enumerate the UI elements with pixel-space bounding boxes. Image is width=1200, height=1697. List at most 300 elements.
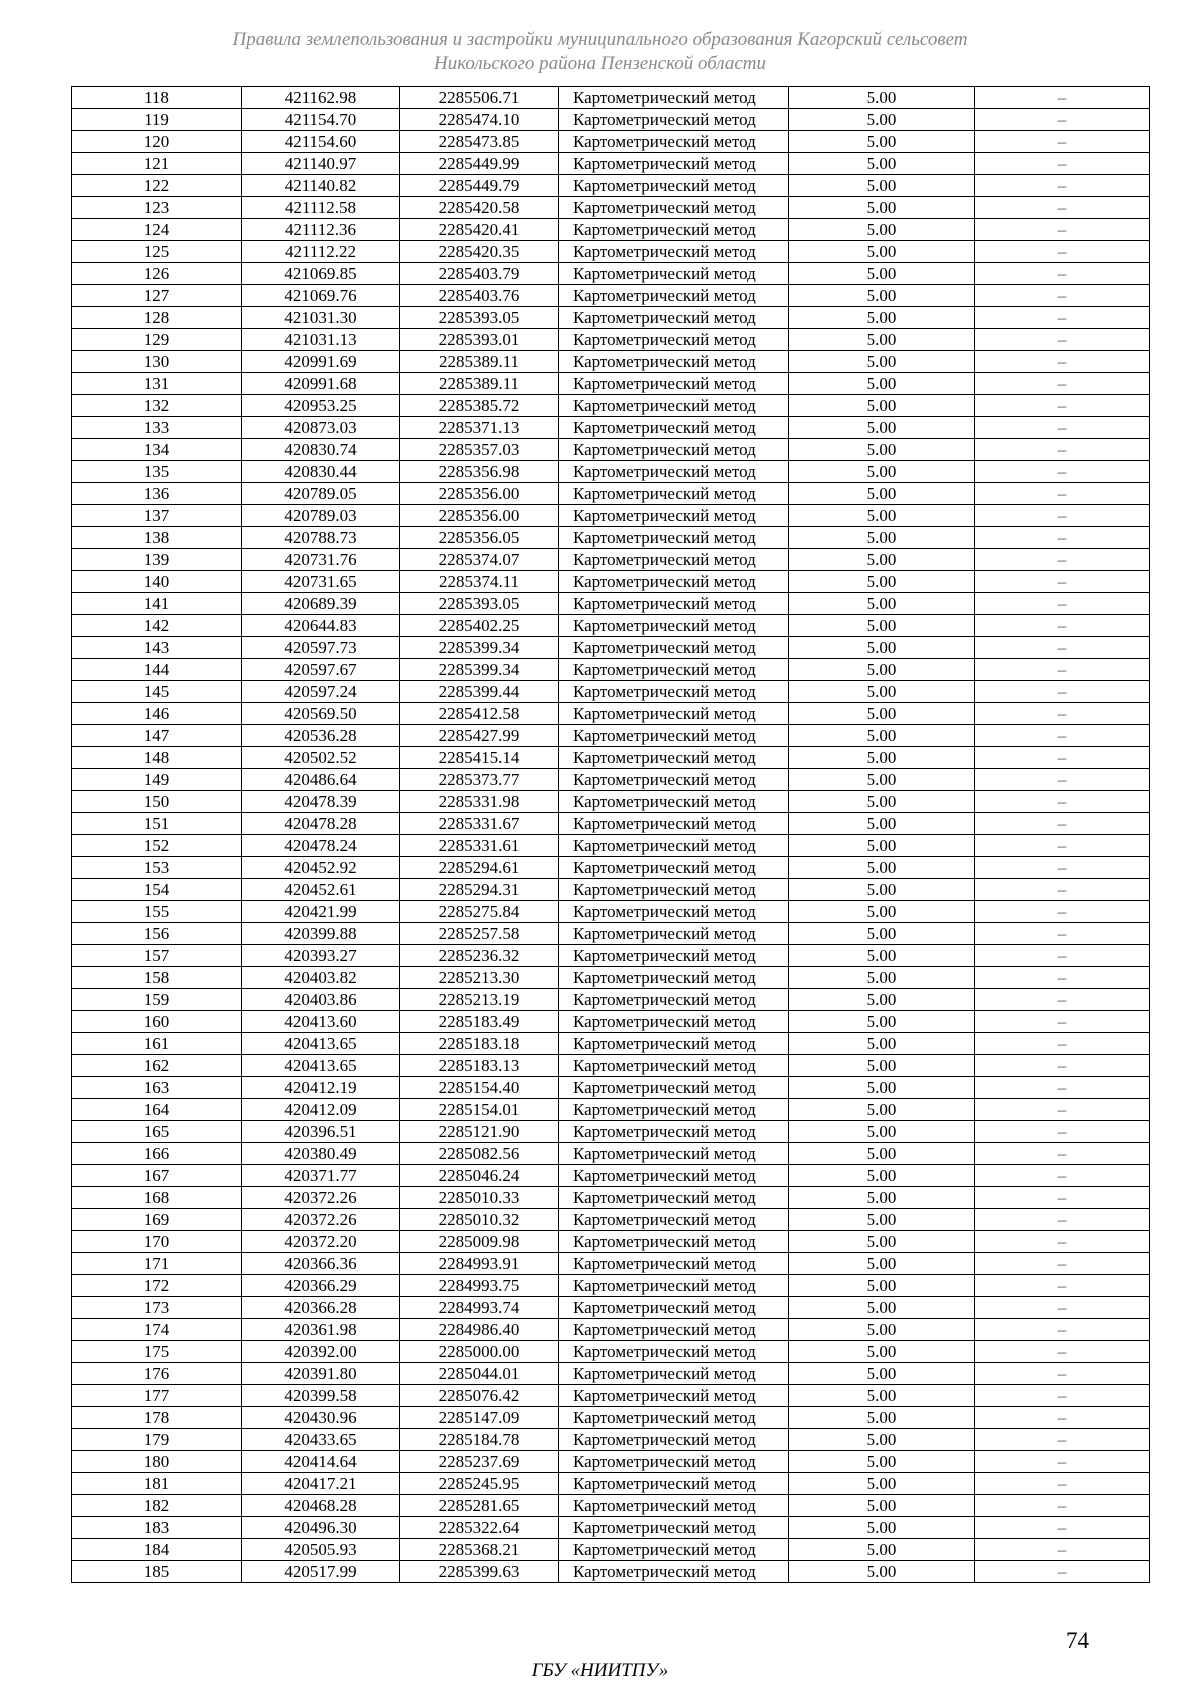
page-number: 74 — [1066, 1628, 1089, 1653]
note-cell: – — [975, 549, 1150, 571]
table-row — [72, 263, 1150, 285]
x-coordinate-cell: 420597.67 — [242, 659, 400, 681]
accuracy-cell: 5.00 — [789, 1077, 975, 1099]
table-row — [72, 835, 1150, 857]
x-coordinate-cell: 420414.64 — [242, 1451, 400, 1473]
note-cell: – — [975, 1561, 1150, 1583]
note-cell: – — [975, 571, 1150, 593]
x-coordinate-cell: 420403.82 — [242, 967, 400, 989]
note-cell: – — [975, 703, 1150, 725]
note-cell: – — [975, 1451, 1150, 1473]
table-row — [72, 593, 1150, 615]
method-cell: Картометрический метод — [559, 901, 789, 923]
accuracy-cell: 5.00 — [789, 549, 975, 571]
x-coordinate-cell: 420393.27 — [242, 945, 400, 967]
x-coordinate-cell: 420433.65 — [242, 1429, 400, 1451]
point-number-cell: 127 — [72, 285, 242, 307]
method-cell: Картометрический метод — [559, 1429, 789, 1451]
table-row — [72, 1363, 1150, 1385]
point-number-cell: 157 — [72, 945, 242, 967]
point-number-cell: 177 — [72, 1385, 242, 1407]
x-coordinate-cell: 420412.19 — [242, 1077, 400, 1099]
y-coordinate-cell: 2285237.69 — [400, 1451, 559, 1473]
x-coordinate-cell: 421112.58 — [242, 197, 400, 219]
point-number-cell: 150 — [72, 791, 242, 813]
point-number-cell: 171 — [72, 1253, 242, 1275]
note-cell: – — [975, 615, 1150, 637]
y-coordinate-cell: 2285374.11 — [400, 571, 559, 593]
y-coordinate-cell: 2285281.65 — [400, 1495, 559, 1517]
method-cell: Картометрический метод — [559, 549, 789, 571]
y-coordinate-cell: 2285356.05 — [400, 527, 559, 549]
table-row — [72, 1341, 1150, 1363]
y-coordinate-cell: 2285183.49 — [400, 1011, 559, 1033]
accuracy-cell: 5.00 — [789, 879, 975, 901]
accuracy-cell: 5.00 — [789, 1099, 975, 1121]
x-coordinate-cell: 421162.98 — [242, 87, 400, 109]
y-coordinate-cell: 2285393.01 — [400, 329, 559, 351]
table-row — [72, 637, 1150, 659]
point-number-cell: 185 — [72, 1561, 242, 1583]
table-row — [72, 373, 1150, 395]
note-cell: – — [975, 1033, 1150, 1055]
method-cell: Картометрический метод — [559, 1077, 789, 1099]
note-cell: – — [975, 1011, 1150, 1033]
accuracy-cell: 5.00 — [789, 351, 975, 373]
x-coordinate-cell: 420371.77 — [242, 1165, 400, 1187]
y-coordinate-cell: 2285399.63 — [400, 1561, 559, 1583]
point-number-cell: 124 — [72, 219, 242, 241]
point-number-cell: 152 — [72, 835, 242, 857]
note-cell: – — [975, 417, 1150, 439]
table-row — [72, 1385, 1150, 1407]
point-number-cell: 166 — [72, 1143, 242, 1165]
point-number-cell: 128 — [72, 307, 242, 329]
point-number-cell: 158 — [72, 967, 242, 989]
accuracy-cell: 5.00 — [789, 1187, 975, 1209]
note-cell: – — [975, 901, 1150, 923]
accuracy-cell: 5.00 — [789, 593, 975, 615]
coordinates-table-body — [72, 87, 1150, 1583]
x-coordinate-cell: 421069.76 — [242, 285, 400, 307]
table-row — [72, 1253, 1150, 1275]
method-cell: Картометрический метод — [559, 1121, 789, 1143]
method-cell: Картометрический метод — [559, 439, 789, 461]
accuracy-cell: 5.00 — [789, 1231, 975, 1253]
point-number-cell: 135 — [72, 461, 242, 483]
note-cell: – — [975, 879, 1150, 901]
point-number-cell: 161 — [72, 1033, 242, 1055]
method-cell: Картометрический метод — [559, 1495, 789, 1517]
note-cell: – — [975, 439, 1150, 461]
y-coordinate-cell: 2285275.84 — [400, 901, 559, 923]
x-coordinate-cell: 420731.76 — [242, 549, 400, 571]
y-coordinate-cell: 2285420.41 — [400, 219, 559, 241]
method-cell: Картометрический метод — [559, 483, 789, 505]
table-row — [72, 483, 1150, 505]
header-line-2: Никольского района Пензенской области — [434, 53, 766, 74]
point-number-cell: 162 — [72, 1055, 242, 1077]
point-number-cell: 140 — [72, 571, 242, 593]
note-cell: – — [975, 505, 1150, 527]
table-row — [72, 945, 1150, 967]
note-cell: – — [975, 351, 1150, 373]
note-cell: – — [975, 923, 1150, 945]
note-cell: – — [975, 1473, 1150, 1495]
table-row — [72, 1561, 1150, 1583]
table-row — [72, 351, 1150, 373]
page-header — [0, 28, 1200, 76]
note-cell: – — [975, 1143, 1150, 1165]
x-coordinate-cell: 420731.65 — [242, 571, 400, 593]
point-number-cell: 136 — [72, 483, 242, 505]
method-cell: Картометрический метод — [559, 197, 789, 219]
table-row — [72, 791, 1150, 813]
y-coordinate-cell: 2285213.19 — [400, 989, 559, 1011]
note-cell: – — [975, 637, 1150, 659]
table-row — [72, 307, 1150, 329]
point-number-cell: 130 — [72, 351, 242, 373]
y-coordinate-cell: 2285399.44 — [400, 681, 559, 703]
y-coordinate-cell: 2285474.10 — [400, 109, 559, 131]
accuracy-cell: 5.00 — [789, 1297, 975, 1319]
table-row — [72, 1407, 1150, 1429]
accuracy-cell: 5.00 — [789, 505, 975, 527]
table-row — [72, 1539, 1150, 1561]
table-row — [72, 901, 1150, 923]
accuracy-cell: 5.00 — [789, 417, 975, 439]
point-number-cell: 159 — [72, 989, 242, 1011]
table-row — [72, 1429, 1150, 1451]
note-cell: – — [975, 1297, 1150, 1319]
accuracy-cell: 5.00 — [789, 373, 975, 395]
point-number-cell: 169 — [72, 1209, 242, 1231]
accuracy-cell: 5.00 — [789, 307, 975, 329]
table-row — [72, 417, 1150, 439]
accuracy-cell: 5.00 — [789, 659, 975, 681]
y-coordinate-cell: 2285356.98 — [400, 461, 559, 483]
point-number-cell: 155 — [72, 901, 242, 923]
accuracy-cell: 5.00 — [789, 813, 975, 835]
table-row — [72, 1033, 1150, 1055]
y-coordinate-cell: 2285331.61 — [400, 835, 559, 857]
method-cell: Картометрический метод — [559, 1473, 789, 1495]
point-number-cell: 173 — [72, 1297, 242, 1319]
method-cell: Картометрический метод — [559, 263, 789, 285]
point-number-cell: 147 — [72, 725, 242, 747]
note-cell: – — [975, 1077, 1150, 1099]
method-cell: Картометрический метод — [559, 1143, 789, 1165]
table-row — [72, 681, 1150, 703]
y-coordinate-cell: 2285046.24 — [400, 1165, 559, 1187]
method-cell: Картометрический метод — [559, 615, 789, 637]
method-cell: Картометрический метод — [559, 1209, 789, 1231]
point-number-cell: 132 — [72, 395, 242, 417]
x-coordinate-cell: 421140.97 — [242, 153, 400, 175]
note-cell: – — [975, 725, 1150, 747]
accuracy-cell: 5.00 — [789, 175, 975, 197]
table-row — [72, 747, 1150, 769]
x-coordinate-cell: 420478.39 — [242, 791, 400, 813]
x-coordinate-cell: 420366.29 — [242, 1275, 400, 1297]
point-number-cell: 168 — [72, 1187, 242, 1209]
point-number-cell: 131 — [72, 373, 242, 395]
y-coordinate-cell: 2285402.25 — [400, 615, 559, 637]
y-coordinate-cell: 2285506.71 — [400, 87, 559, 109]
table-row — [72, 1187, 1150, 1209]
accuracy-cell: 5.00 — [789, 1451, 975, 1473]
table-row — [72, 967, 1150, 989]
y-coordinate-cell: 2285147.09 — [400, 1407, 559, 1429]
x-coordinate-cell: 420361.98 — [242, 1319, 400, 1341]
point-number-cell: 154 — [72, 879, 242, 901]
point-number-cell: 122 — [72, 175, 242, 197]
x-coordinate-cell: 420396.51 — [242, 1121, 400, 1143]
accuracy-cell: 5.00 — [789, 263, 975, 285]
y-coordinate-cell: 2285420.35 — [400, 241, 559, 263]
x-coordinate-cell: 420536.28 — [242, 725, 400, 747]
note-cell: – — [975, 153, 1150, 175]
accuracy-cell: 5.00 — [789, 1517, 975, 1539]
x-coordinate-cell: 420478.28 — [242, 813, 400, 835]
x-coordinate-cell: 420452.92 — [242, 857, 400, 879]
method-cell: Картометрический метод — [559, 1099, 789, 1121]
y-coordinate-cell: 2285184.78 — [400, 1429, 559, 1451]
point-number-cell: 142 — [72, 615, 242, 637]
table-row — [72, 197, 1150, 219]
accuracy-cell: 5.00 — [789, 1473, 975, 1495]
point-number-cell: 149 — [72, 769, 242, 791]
method-cell: Картометрический метод — [559, 175, 789, 197]
point-number-cell: 146 — [72, 703, 242, 725]
method-cell: Картометрический метод — [559, 989, 789, 1011]
note-cell: – — [975, 945, 1150, 967]
method-cell: Картометрический метод — [559, 725, 789, 747]
y-coordinate-cell: 2285009.98 — [400, 1231, 559, 1253]
y-coordinate-cell: 2285082.56 — [400, 1143, 559, 1165]
table-row — [72, 549, 1150, 571]
method-cell: Картометрический метод — [559, 1561, 789, 1583]
table-row — [72, 659, 1150, 681]
method-cell: Картометрический метод — [559, 1407, 789, 1429]
note-cell: – — [975, 1495, 1150, 1517]
y-coordinate-cell: 2285371.13 — [400, 417, 559, 439]
x-coordinate-cell: 420991.69 — [242, 351, 400, 373]
x-coordinate-cell: 420372.26 — [242, 1209, 400, 1231]
point-number-cell: 172 — [72, 1275, 242, 1297]
table-row — [72, 285, 1150, 307]
note-cell: – — [975, 857, 1150, 879]
y-coordinate-cell: 2285322.64 — [400, 1517, 559, 1539]
x-coordinate-cell: 420597.24 — [242, 681, 400, 703]
point-number-cell: 148 — [72, 747, 242, 769]
point-number-cell: 176 — [72, 1363, 242, 1385]
note-cell: – — [975, 131, 1150, 153]
accuracy-cell: 5.00 — [789, 1055, 975, 1077]
method-cell: Картометрический метод — [559, 131, 789, 153]
table-row — [72, 87, 1150, 109]
point-number-cell: 118 — [72, 87, 242, 109]
accuracy-cell: 5.00 — [789, 1429, 975, 1451]
accuracy-cell: 5.00 — [789, 967, 975, 989]
x-coordinate-cell: 420689.39 — [242, 593, 400, 615]
table-row — [72, 1319, 1150, 1341]
accuracy-cell: 5.00 — [789, 527, 975, 549]
x-coordinate-cell: 420399.58 — [242, 1385, 400, 1407]
method-cell: Картометрический метод — [559, 593, 789, 615]
method-cell: Картометрический метод — [559, 109, 789, 131]
y-coordinate-cell: 2285183.13 — [400, 1055, 559, 1077]
x-coordinate-cell: 420403.86 — [242, 989, 400, 1011]
x-coordinate-cell: 421140.82 — [242, 175, 400, 197]
y-coordinate-cell: 2285403.79 — [400, 263, 559, 285]
y-coordinate-cell: 2285010.32 — [400, 1209, 559, 1231]
note-cell: – — [975, 1539, 1150, 1561]
table-row — [72, 1297, 1150, 1319]
point-number-cell: 126 — [72, 263, 242, 285]
x-coordinate-cell: 420597.73 — [242, 637, 400, 659]
note-cell: – — [975, 395, 1150, 417]
method-cell: Картометрический метод — [559, 219, 789, 241]
table-row — [72, 153, 1150, 175]
accuracy-cell: 5.00 — [789, 1011, 975, 1033]
accuracy-cell: 5.00 — [789, 725, 975, 747]
note-cell: – — [975, 769, 1150, 791]
table-row — [72, 175, 1150, 197]
point-number-cell: 183 — [72, 1517, 242, 1539]
accuracy-cell: 5.00 — [789, 857, 975, 879]
x-coordinate-cell: 420413.65 — [242, 1033, 400, 1055]
note-cell: – — [975, 1121, 1150, 1143]
accuracy-cell: 5.00 — [789, 615, 975, 637]
x-coordinate-cell: 420430.96 — [242, 1407, 400, 1429]
method-cell: Картометрический метод — [559, 307, 789, 329]
table-row — [72, 769, 1150, 791]
method-cell: Картометрический метод — [559, 813, 789, 835]
accuracy-cell: 5.00 — [789, 1407, 975, 1429]
table-row — [72, 703, 1150, 725]
x-coordinate-cell: 420372.20 — [242, 1231, 400, 1253]
point-number-cell: 119 — [72, 109, 242, 131]
table-row — [72, 1473, 1150, 1495]
y-coordinate-cell: 2285000.00 — [400, 1341, 559, 1363]
x-coordinate-cell: 420399.88 — [242, 923, 400, 945]
table-row — [72, 131, 1150, 153]
method-cell: Картометрический метод — [559, 703, 789, 725]
y-coordinate-cell: 2285236.32 — [400, 945, 559, 967]
point-number-cell: 141 — [72, 593, 242, 615]
method-cell: Картометрический метод — [559, 373, 789, 395]
point-number-cell: 133 — [72, 417, 242, 439]
point-number-cell: 151 — [72, 813, 242, 835]
point-number-cell: 165 — [72, 1121, 242, 1143]
method-cell: Картометрический метод — [559, 659, 789, 681]
x-coordinate-cell: 421112.22 — [242, 241, 400, 263]
method-cell: Картометрический метод — [559, 505, 789, 527]
accuracy-cell: 5.00 — [789, 395, 975, 417]
note-cell: – — [975, 1429, 1150, 1451]
table-row — [72, 989, 1150, 1011]
y-coordinate-cell: 2285399.34 — [400, 659, 559, 681]
point-number-cell: 178 — [72, 1407, 242, 1429]
table-row — [72, 923, 1150, 945]
method-cell: Картометрический метод — [559, 923, 789, 945]
method-cell: Картометрический метод — [559, 1275, 789, 1297]
method-cell: Картометрический метод — [559, 747, 789, 769]
point-number-cell: 143 — [72, 637, 242, 659]
table-row — [72, 505, 1150, 527]
accuracy-cell: 5.00 — [789, 945, 975, 967]
header-line-1: Правила землепользования и застройки муниципального образования Кагорский сельсовет — [232, 29, 968, 50]
note-cell: – — [975, 527, 1150, 549]
y-coordinate-cell: 2285183.18 — [400, 1033, 559, 1055]
accuracy-cell: 5.00 — [789, 1165, 975, 1187]
table-row — [72, 725, 1150, 747]
accuracy-cell: 5.00 — [789, 1319, 975, 1341]
y-coordinate-cell: 2285374.07 — [400, 549, 559, 571]
x-coordinate-cell: 420788.73 — [242, 527, 400, 549]
accuracy-cell: 5.00 — [789, 1209, 975, 1231]
note-cell: – — [975, 329, 1150, 351]
method-cell: Картометрический метод — [559, 791, 789, 813]
table-row — [72, 571, 1150, 593]
note-cell: – — [975, 87, 1150, 109]
note-cell: – — [975, 681, 1150, 703]
y-coordinate-cell: 2285010.33 — [400, 1187, 559, 1209]
note-cell: – — [975, 461, 1150, 483]
method-cell: Картометрический метод — [559, 87, 789, 109]
x-coordinate-cell: 421031.30 — [242, 307, 400, 329]
x-coordinate-cell: 421154.70 — [242, 109, 400, 131]
method-cell: Картометрический метод — [559, 835, 789, 857]
point-number-cell: 153 — [72, 857, 242, 879]
note-cell: – — [975, 1407, 1150, 1429]
method-cell: Картометрический метод — [559, 857, 789, 879]
page-footer: ГБУ «НИИТПУ» — [531, 1660, 669, 1681]
point-number-cell: 123 — [72, 197, 242, 219]
y-coordinate-cell: 2285257.58 — [400, 923, 559, 945]
note-cell: – — [975, 1253, 1150, 1275]
x-coordinate-cell: 420468.28 — [242, 1495, 400, 1517]
table-row — [72, 527, 1150, 549]
method-cell: Картометрический метод — [559, 1187, 789, 1209]
point-number-cell: 137 — [72, 505, 242, 527]
y-coordinate-cell: 2285294.61 — [400, 857, 559, 879]
x-coordinate-cell: 420873.03 — [242, 417, 400, 439]
y-coordinate-cell: 2285389.11 — [400, 373, 559, 395]
y-coordinate-cell: 2285245.95 — [400, 1473, 559, 1495]
method-cell: Картометрический метод — [559, 1165, 789, 1187]
accuracy-cell: 5.00 — [789, 1495, 975, 1517]
method-cell: Картометрический метод — [559, 1011, 789, 1033]
x-coordinate-cell: 420496.30 — [242, 1517, 400, 1539]
y-coordinate-cell: 2285294.31 — [400, 879, 559, 901]
accuracy-cell: 5.00 — [789, 769, 975, 791]
y-coordinate-cell: 2285154.01 — [400, 1099, 559, 1121]
table-row — [72, 461, 1150, 483]
x-coordinate-cell: 420505.93 — [242, 1539, 400, 1561]
accuracy-cell: 5.00 — [789, 1275, 975, 1297]
accuracy-cell: 5.00 — [789, 1253, 975, 1275]
method-cell: Картометрический метод — [559, 241, 789, 263]
y-coordinate-cell: 2284993.75 — [400, 1275, 559, 1297]
method-cell: Картометрический метод — [559, 527, 789, 549]
table-row — [72, 395, 1150, 417]
x-coordinate-cell: 420953.25 — [242, 395, 400, 417]
y-coordinate-cell: 2285389.11 — [400, 351, 559, 373]
note-cell: – — [975, 219, 1150, 241]
accuracy-cell: 5.00 — [789, 241, 975, 263]
